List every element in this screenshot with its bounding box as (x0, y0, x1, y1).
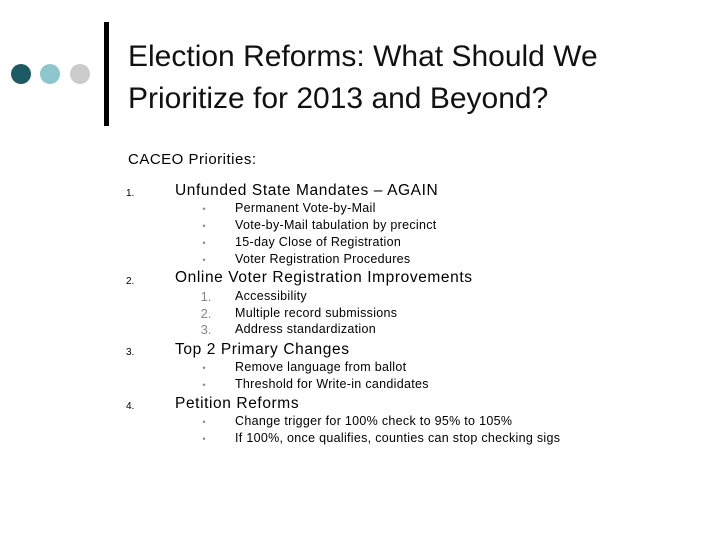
list-marker: 2. (200, 306, 212, 321)
item-number: 3. (126, 347, 135, 358)
title-divider (104, 22, 109, 126)
decor-dot-gray (70, 64, 90, 84)
item-heading: Top 2 Primary Changes (175, 341, 350, 358)
bullet-marker: • (202, 221, 206, 231)
bullet-marker: • (202, 434, 206, 444)
list-marker: 1. (200, 289, 212, 304)
subitem-text: Threshold for Write-in candidates (235, 377, 429, 391)
bullet-marker: • (202, 238, 206, 248)
subitem-text: Address standardization (235, 322, 377, 336)
bullet-marker: • (202, 363, 206, 373)
item-heading: Petition Reforms (175, 395, 300, 412)
subitem-text: Remove language from ballot (235, 360, 407, 374)
item-heading: Online Voter Registration Improvements (175, 269, 473, 286)
item-number: 4. (126, 401, 135, 412)
subitem-text: Accessibility (235, 289, 307, 303)
bullet-marker: • (202, 255, 206, 265)
subitem-text: Permanent Vote-by-Mail (235, 201, 376, 215)
bullet-marker: • (202, 417, 206, 427)
list-marker: 3. (200, 322, 212, 337)
bullet-marker: • (202, 204, 206, 214)
item-heading: Unfunded State Mandates – AGAIN (175, 182, 439, 199)
bullet-marker: • (202, 380, 206, 390)
subitem-text: If 100%, once qualifies, counties can stop checking sigs (235, 431, 561, 445)
decor-dot-light (40, 64, 60, 84)
subitem-text: 15-day Close of Registration (235, 235, 402, 249)
slide-subtitle: CACEO Priorities: (128, 151, 257, 168)
subitem-text: Multiple record submissions (235, 306, 398, 320)
subitem-text: Vote-by-Mail tabulation by precinct (235, 218, 437, 232)
item-number: 2. (126, 276, 135, 287)
decor-dot-dark (11, 64, 31, 84)
item-number: 1. (126, 188, 135, 199)
slide-title: Election Reforms: What Should We Prioritize for 2013 and Beyond? (128, 40, 598, 115)
subitem-text: Change trigger for 100% check to 95% to 105% (235, 414, 513, 428)
subitem-text: Voter Registration Procedures (235, 252, 411, 266)
